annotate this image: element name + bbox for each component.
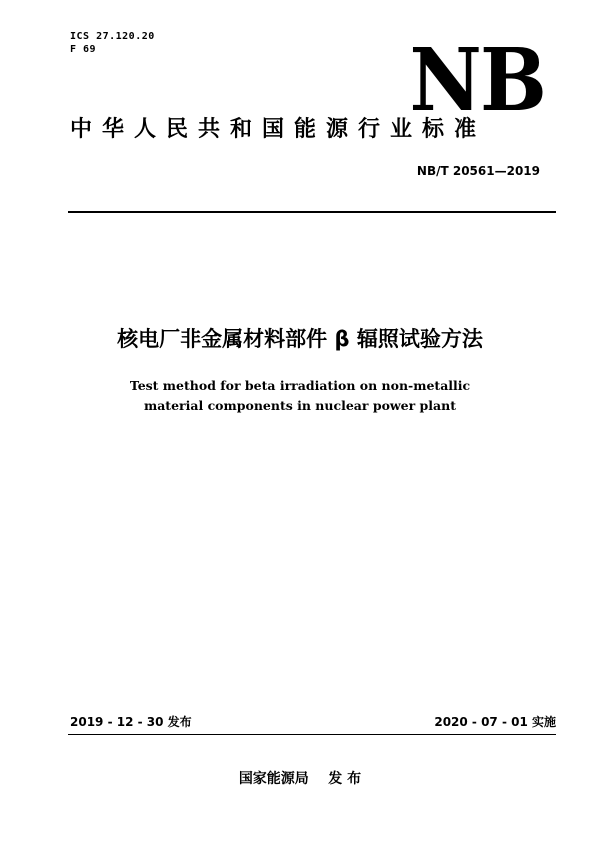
standard-number: NB/T 20561—2019: [416, 164, 540, 178]
ccs-code: F 69: [70, 44, 97, 55]
standard-type-title: 中华人民共和国能源行业标准: [70, 117, 487, 142]
english-title-line-1: Test method for beta irradiation on non-metallic: [129, 378, 471, 393]
issue-date: 2019 - 12 - 30 发布: [70, 715, 192, 729]
header-divider: [68, 211, 556, 213]
document-title-english: [0, 376, 600, 416]
english-title-line-2: material components in nuclear power plant: [143, 398, 457, 413]
implementation-date: 2020 - 07 - 01 实施: [434, 715, 556, 729]
ics-code: ICS 27.120.20: [70, 31, 155, 42]
standard-code-logo: NB: [409, 30, 545, 131]
footer-divider: [68, 734, 556, 735]
issuing-authority: 国家能源局 发 布: [238, 771, 362, 787]
document-title-chinese: 核电厂非金属材料部件 β 辐照试验方法: [117, 327, 483, 351]
classification-codes: [70, 30, 155, 56]
